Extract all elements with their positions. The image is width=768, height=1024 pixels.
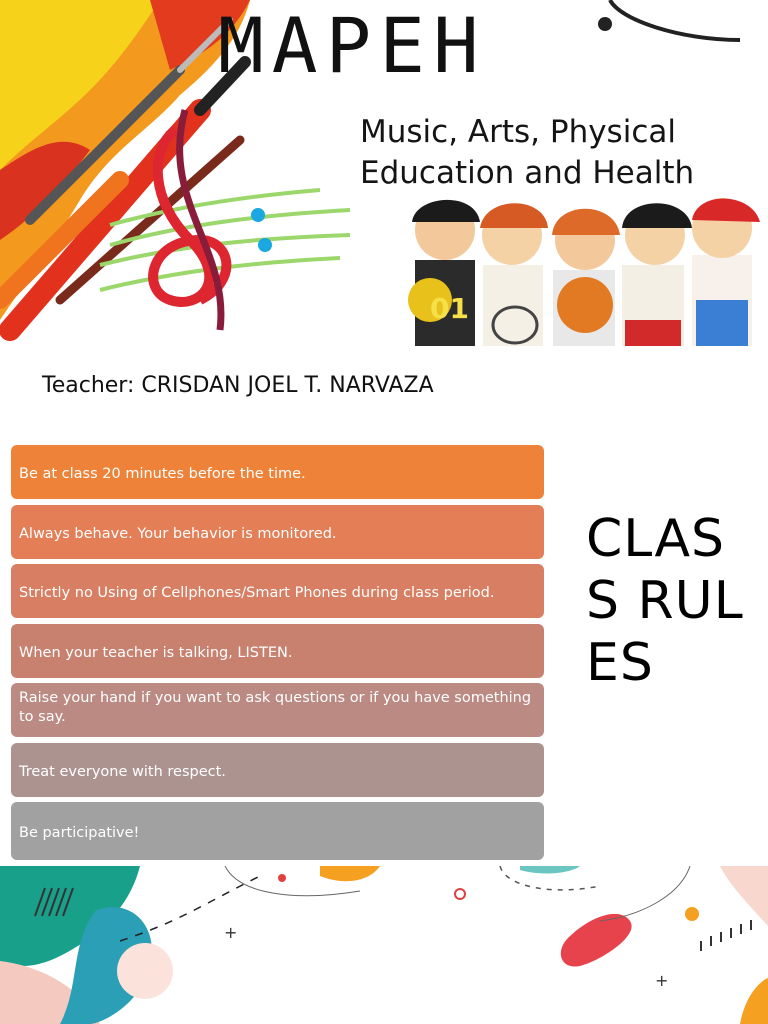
footer-pattern — [0, 866, 768, 1024]
rule-item: Treat everyone with respect. — [11, 743, 544, 797]
svg-text:+: + — [224, 923, 238, 942]
jersey-number: 01 — [430, 292, 469, 325]
rule-item: When your teacher is talking, LISTEN. — [11, 624, 544, 678]
rule-item: Be participative! — [11, 802, 544, 860]
rule-item: Be at class 20 minutes before the time. — [11, 445, 544, 499]
banner-subtitle-line-1: Music, Arts, Physical — [360, 114, 676, 150]
rule-item: Raise your hand if you want to ask questions or if you have something to say. — [11, 683, 544, 737]
banner-title: MAPEH — [218, 1, 487, 90]
banner-subtitle — [360, 112, 694, 194]
svg-text:+: + — [655, 971, 669, 990]
banner — [0, 0, 768, 346]
rule-item: Strictly no Using of Cellphones/Smart Phones during class period. — [11, 564, 544, 618]
rules-list — [11, 445, 544, 866]
rule-item: Always behave. Your behavior is monitored. — [11, 505, 544, 559]
footer-decoration — [0, 866, 768, 1024]
class-rules-heading: CLASS RULES — [586, 509, 744, 693]
banner-subtitle-line-2: Education and Health — [360, 155, 695, 191]
teacher-name: Teacher: CRISDAN JOEL T. NARVAZA — [42, 373, 434, 398]
